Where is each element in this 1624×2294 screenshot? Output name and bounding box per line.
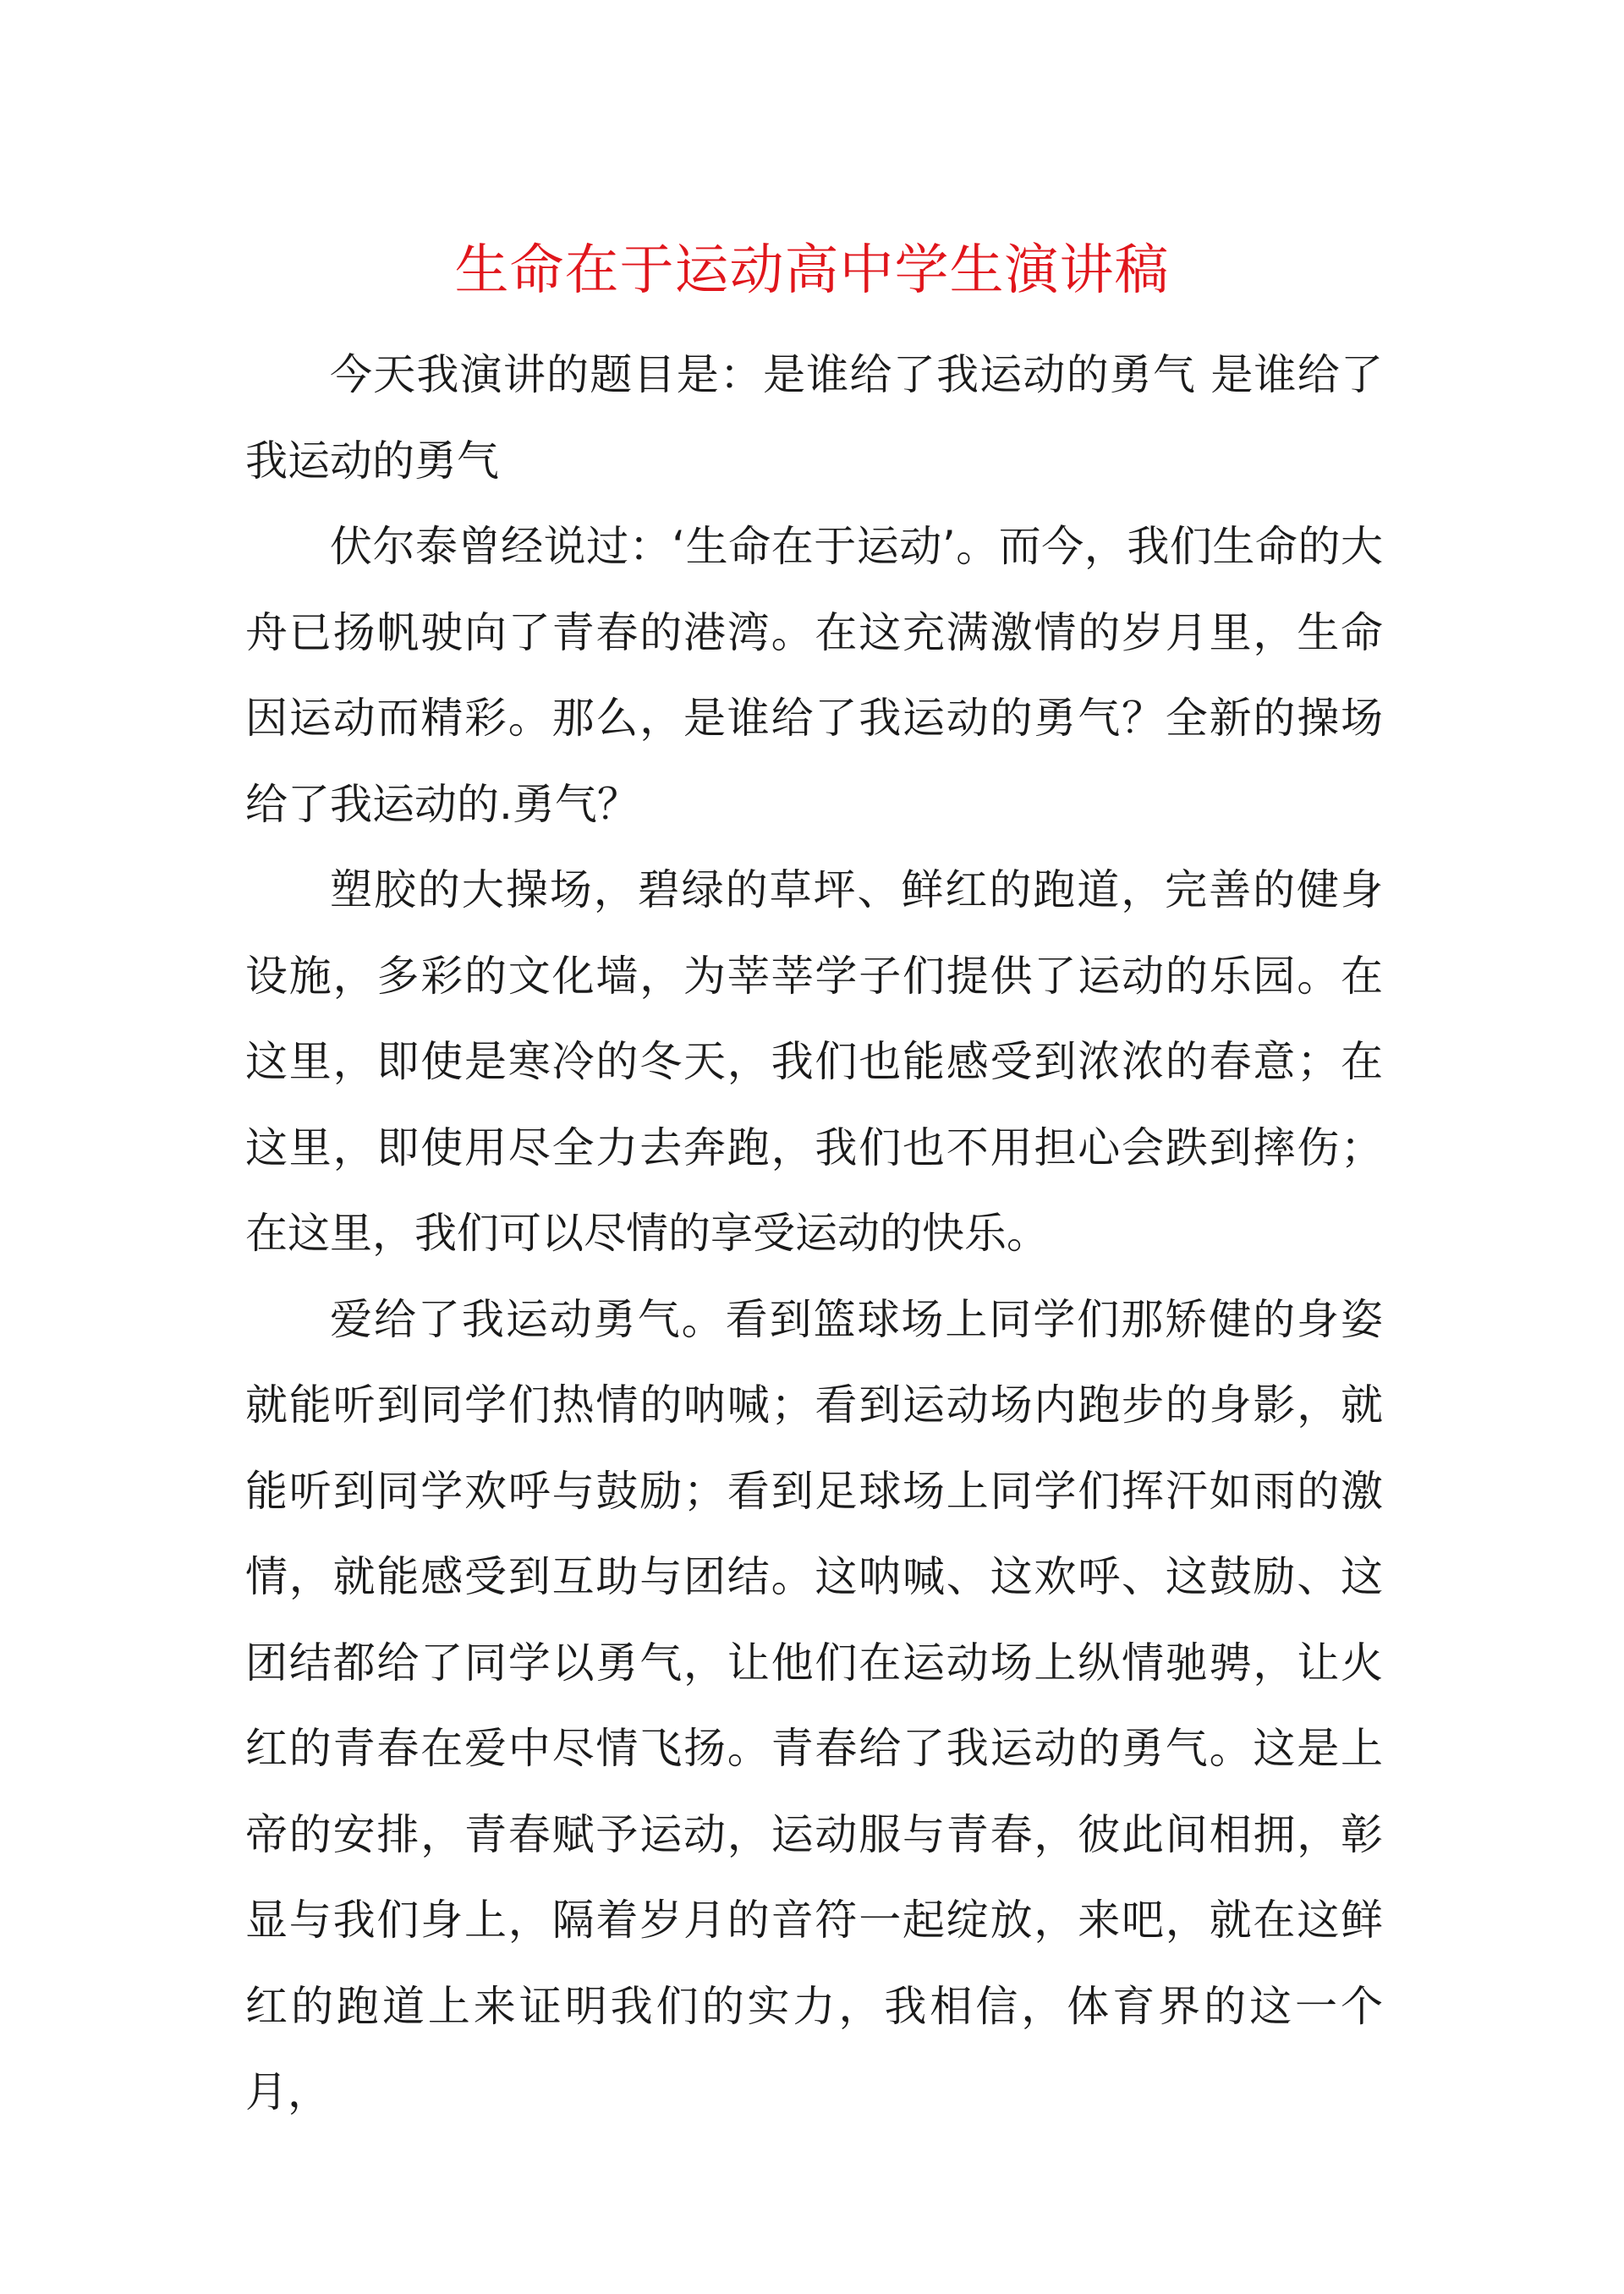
paragraph-4: 爱给了我运动勇气。看到篮球场上同学们那矫健的身姿就能听到同学们热情的呐喊；看到运动场内跑步的身影，就能听到同学欢呼与鼓励；看到足球场上同学们挥汗如雨的激情，就能感受到互助与团结。这呐喊、这欢呼、这鼓励、这团结都给了同学以勇气，让他们在运动场上纵情驰骋，让火红的青春在爱中尽情飞扬。青春给了我运动的勇气。这是上帝的安排，青春赋予运动，运动服与青春，彼此间相拥，彰显与我们身上，隔着岁月的音符一起绽放，来吧，就在这鲜红的跑道上来证明我们的实力，我相信，体育界的这一个月， — [245, 1294, 1383, 2116]
paragraph-2: 伏尔泰曾经说过：‘生命在于运动’。而今，我们生命的大舟已扬帆驶向了青春的港湾。在这充满激情的岁月里，生命因运动而精彩。那么，是谁给了我运动的勇气？全新的操场给了我运动的.勇气？ — [245, 522, 1383, 829]
paragraph-3: 塑胶的大操场，碧绿的草坪、鲜红的跑道，完善的健身设施，多彩的文化墙，为莘莘学子们提供了运动的乐园。在这里，即使是寒冷的冬天，我们也能感受到浓浓的春意；在这里，即使用尽全力去奔跑，我们也不用担心会跌到摔伤；在这里，我们可以尽情的享受运动的快乐。 — [245, 865, 1383, 1258]
document-body — [245, 332, 1383, 2136]
document-title: 生命在于运动高中学生演讲稿 — [454, 239, 1170, 302]
paragraph-1: 今天我演讲的题目是：是谁给了我运动的勇气 是谁给了我运动的勇气 — [245, 350, 1383, 486]
